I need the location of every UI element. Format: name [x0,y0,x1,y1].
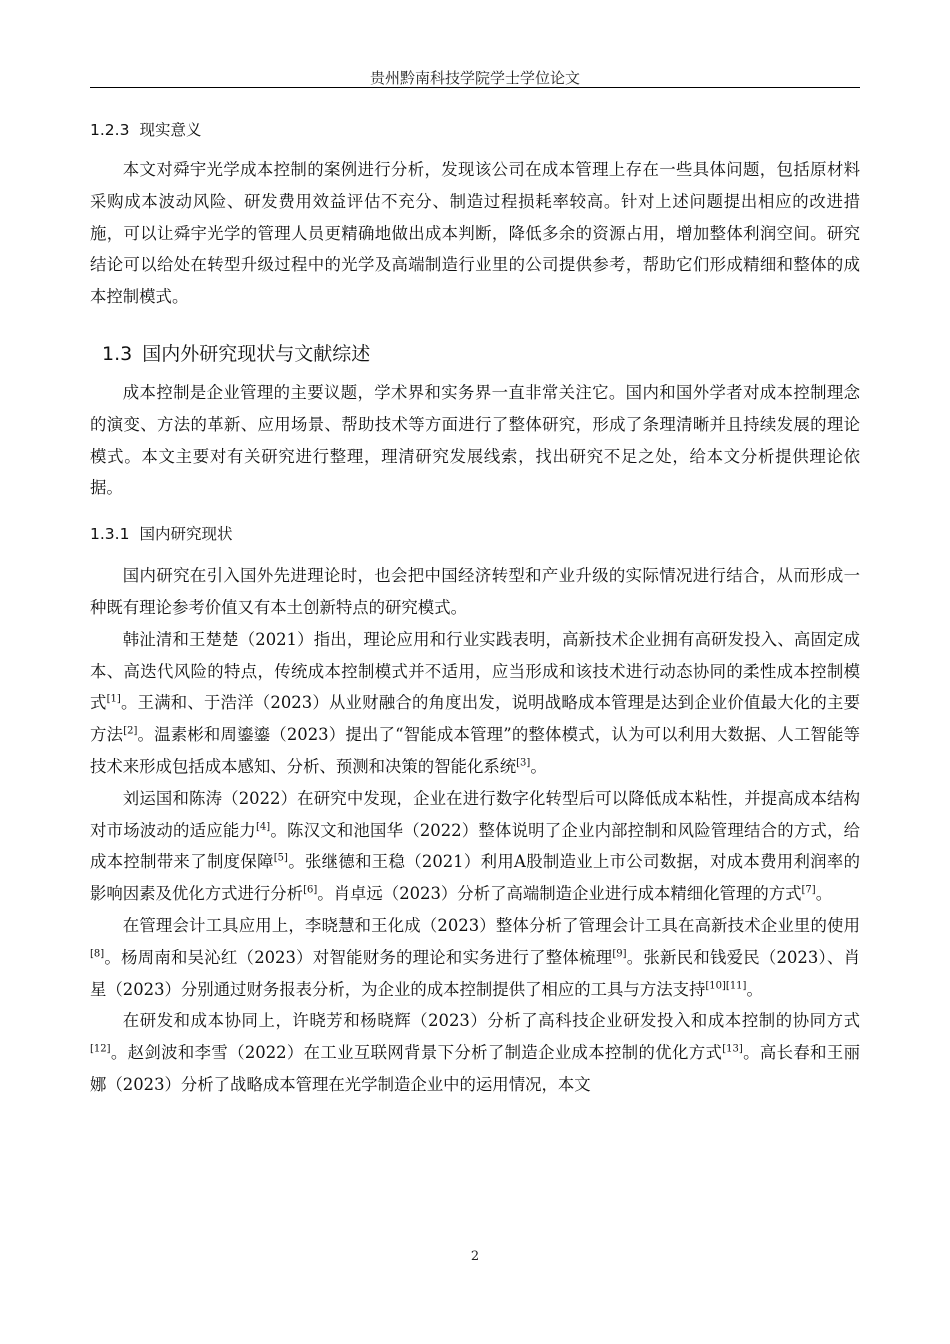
text-run: 。温素彬和周鎏鎏（2023）提出了“智能成本管理”的整体模式，认为可以利用大数据、人工智能等技术来形成包括成本感知、分析、预测和决策的智能化系统 [90,725,860,776]
citation: [7] [801,884,816,896]
page-content [90,116,860,1101]
text-run: 刘运国和陈涛（2022）在研究中发现，企业在进行数字化转型后可以降低成本粘性，并提高成本结构对市场波动的适应能力 [90,788,860,840]
paragraph [90,1005,860,1100]
text-run: 。 [746,979,763,999]
text-run: 韩沚清和王楚楚（2021）指出，理论应用和行业实践表明，高新技术企业拥有高研发投入、高固定成本、高迭代风险的特点，传统成本控制模式并不适用，应当形成和该技术进行动态协同的柔性成本控制模式 [90,629,860,713]
paragraph [90,910,860,1005]
text-run: 。肖卓远（2023）分析了高端制造企业进行成本精细化管理的方式 [317,884,802,904]
text-run: 。 [530,756,547,776]
text-run: 。陈汉文和池国华（2022）整体说明了企业内部控制和风险管理结合的方式，给成本控制带来了制度保障 [90,820,861,872]
citation: [5] [273,852,288,864]
section-title: 国内外研究现状与文献综述 [142,342,371,365]
paragraph: 成本控制是企业管理的主要议题，学术界和实务界一直非常关注它。国内和国外学者对成本控制理念的演变、方法的革新、应用场景、帮助技术等方面进行了整体研究，形成了条理清晰并且持续发展的理论模式。本文主要对有关研究进行整理，理清研究发展线索，找出研究不足之处，给本文分析提供理论依据。 [90,382,860,498]
citation: [3] [516,757,531,769]
text-run: 在管理会计工具应用上，李晓慧和王化成（2023）整体分析了管理会计工具在高新技术企业里的使用 [122,915,860,935]
text-run: 。 [815,884,833,904]
citation: [13] [722,1043,743,1055]
citation: [9] [612,948,627,960]
text-run: 。高长春和王丽娜（2023）分析了战略成本管理在光学制造企业中的运用情况，本文 [90,1043,861,1094]
citation: [1] [106,693,121,705]
section-number: 1.3.1 [90,525,130,544]
text-run: 。王满和、于浩洋（2023）从业财融合的角度出发，说明战略成本管理是达到企业价值最大化的主要方法 [90,693,860,745]
citation: [6] [303,884,318,896]
section-title: 国内研究现状 [139,525,233,544]
section-number: 1.3 [102,342,133,365]
paragraph: 本文对舜宇光学成本控制的案例进行分析，发现该公司在成本管理上存在一些具体问题，包括原材料采购成本波动风险、研发费用效益评估不充分、制造过程损耗率较高。针对上述问题提出相应的改进措施，可以让舜宇光学的管理人员更精确地做出成本判断，降低多余的资源占用，增加整体利润空间。研究结论可以给处在转型升级过程中的光学及高端制造行业里的公司提供参考，帮助它们形成精细和整体的成本控制模式。 [90,160,860,307]
paragraph [90,624,860,783]
section-heading-1-3 [90,339,860,369]
header-divider [90,87,860,88]
running-header: 贵州黔南科技学院学士学位论文 [369,69,580,87]
section-heading-1-3-1 [90,520,860,548]
paragraph [90,783,860,910]
paragraph: 国内研究在引入国外先进理论时，也会把中国经济转型和产业升级的实际情况进行结合，从而形成一种既有理论参考价值又有本土创新特点的研究模式。 [90,566,860,617]
text-run: 。赵剑波和李雪（2022）在工业互联网背景下分析了制造企业成本控制的优化方式 [110,1043,723,1063]
citation: [10][11] [705,980,747,992]
section-number: 1.2.3 [90,121,130,139]
text-run: 。张新民和钱爱民（2023）、肖星（2023）分别通过财务报表分析，为企业的成本控制提供了相应的工具与方法支持 [90,947,860,999]
citation: [2] [123,725,138,737]
section-heading-1-2-3 [90,116,860,144]
text-run: 。张继德和王稳（2021）利用A股制造业上市公司数据，对成本费用利润率的影响因素及优化方式进行分析 [90,852,860,904]
citation: [12] [90,1043,111,1055]
section-title: 现实意义 [139,121,202,139]
text-run: 在研发和成本协同上，许晓芳和杨晓辉（2023）分析了高科技企业研发投入和成本控制的协同方式 [122,1011,860,1031]
text-run: 。杨周南和吴沁红（2023）对智能财务的理论和实务进行了整体梳理 [104,947,613,967]
page-number: 2 [470,1249,480,1264]
citation: [4] [256,821,271,833]
citation: [8] [90,948,105,960]
